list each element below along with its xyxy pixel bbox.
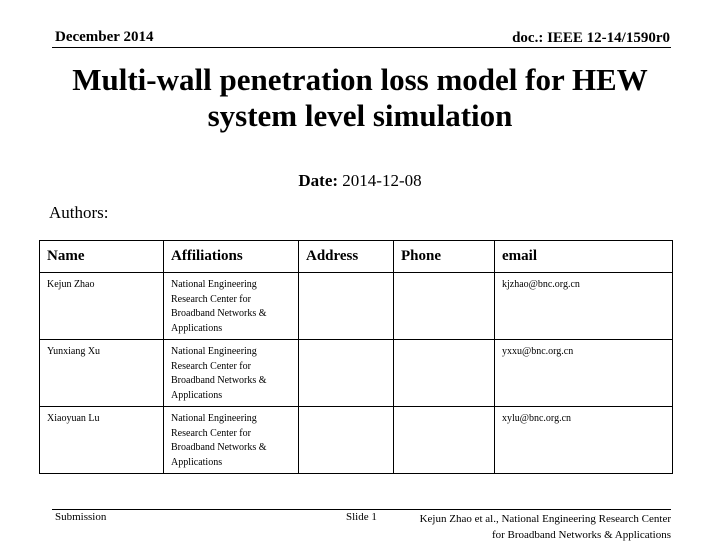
- cell-affiliation: National Engineering Research Center for Broadband Networks & Applications: [164, 407, 299, 474]
- cell-email: xylu@bnc.org.cn: [495, 407, 673, 474]
- cell-address: [299, 340, 394, 407]
- header-address: Address: [299, 241, 394, 273]
- table-row: [40, 273, 673, 340]
- cell-name: Yunxiang Xu: [40, 340, 164, 407]
- cell-name: Xiaoyuan Lu: [40, 407, 164, 474]
- footer-author: Kejun Zhao et al., National Engineering Research Center for Broadband Networks & Applications: [419, 513, 671, 541]
- authors-label: Authors:: [49, 203, 109, 222]
- header-date: December 2014: [55, 29, 154, 45]
- cell-email: kjzhao@bnc.org.cn: [495, 273, 673, 340]
- date-label: Date:: [298, 171, 339, 190]
- cell-affiliation: National Engineering Research Center for Broadband Networks & Applications: [164, 340, 299, 407]
- cell-phone: [394, 273, 495, 340]
- table-header-row: [40, 241, 673, 273]
- table-row: [40, 407, 673, 474]
- cell-email: yxxu@bnc.org.cn: [495, 340, 673, 407]
- date-value: 2014-12-08: [338, 171, 422, 190]
- cell-phone: [394, 340, 495, 407]
- cell-address: [299, 407, 394, 474]
- footer-submission: Submission: [55, 511, 107, 523]
- cell-affiliation: National Engineering Research Center for Broadband Networks & Applications: [164, 273, 299, 340]
- header-affiliations: Affiliations: [164, 241, 299, 273]
- header-email: email: [495, 241, 673, 273]
- cell-address: [299, 273, 394, 340]
- slide-title: Multi-wall penetration loss model for HEW system level simulation: [72, 62, 648, 133]
- header-doc-id: doc.: IEEE 12-14/1590r0: [512, 30, 670, 46]
- date-line: [0, 171, 720, 191]
- cell-phone: [394, 407, 495, 474]
- authors-table: [39, 240, 673, 474]
- table-row: [40, 340, 673, 407]
- cell-name: Kejun Zhao: [40, 273, 164, 340]
- header-divider: [52, 47, 671, 48]
- header-name: Name: [40, 241, 164, 273]
- header-phone: Phone: [394, 241, 495, 273]
- footer-divider: [52, 509, 671, 510]
- footer-slide-number: Slide 1: [346, 511, 377, 523]
